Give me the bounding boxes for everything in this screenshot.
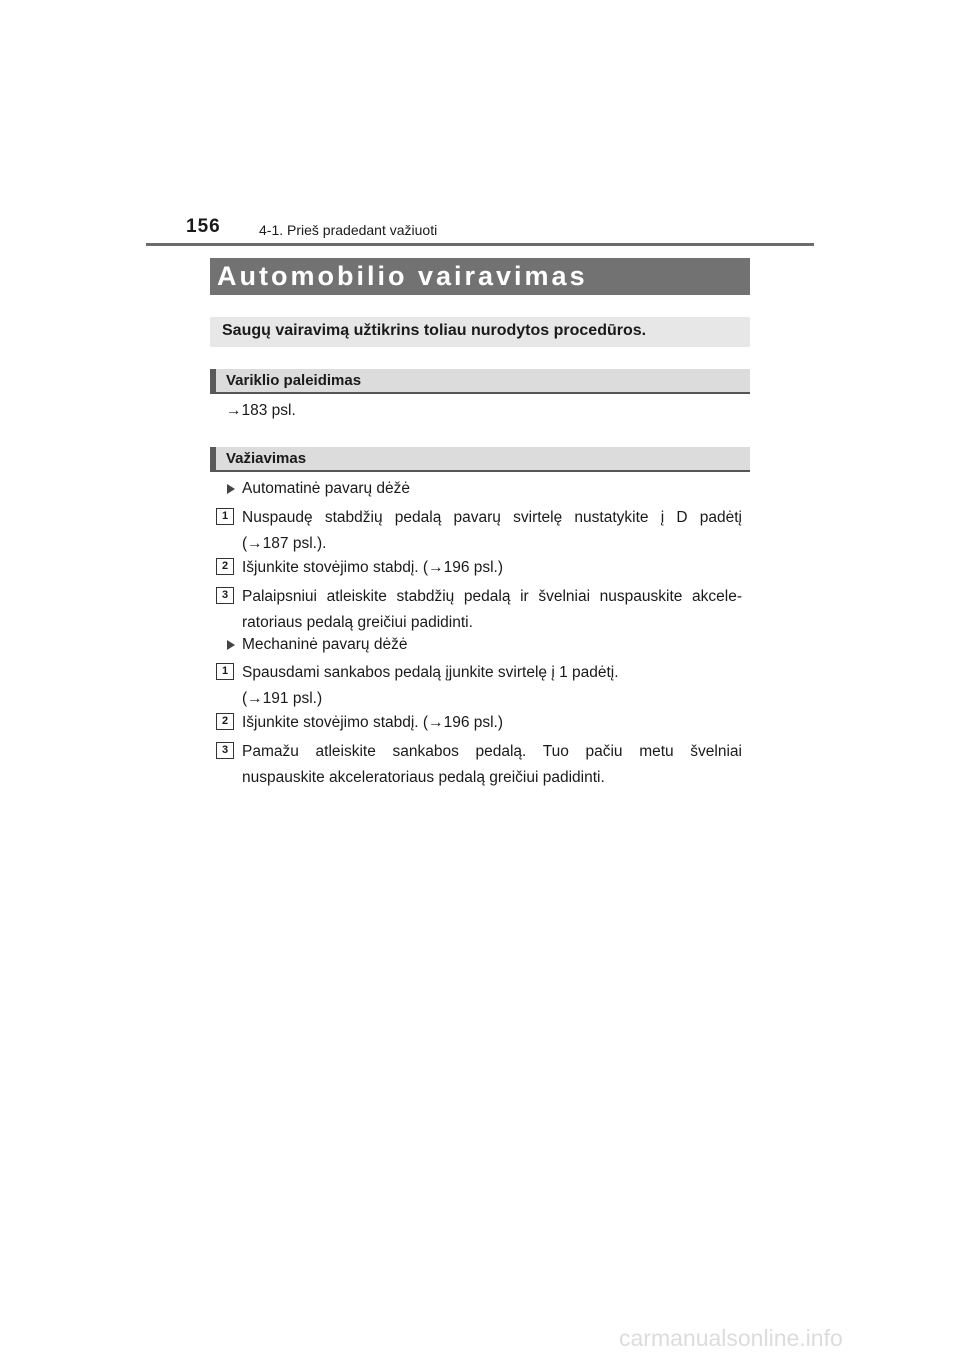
bullet-automatic-icon	[227, 484, 235, 494]
subhead-driving-label: Važiavimas	[226, 450, 307, 467]
intro-bar	[210, 317, 750, 347]
title-bar	[210, 258, 750, 295]
section-reference: 4-1. Prieš pradedant važiuoti	[259, 222, 438, 238]
engine-start-reference: →183 psl.	[226, 402, 296, 419]
subhead-driving	[210, 447, 750, 472]
subhead-engine-start-label: Variklio paleidimas	[226, 372, 362, 389]
page-number: 156	[186, 216, 221, 237]
step-box-auto-3: 3	[216, 587, 234, 604]
auto-step-1-line2: (→187 psl.).	[242, 535, 327, 552]
auto-step-3-line1: Palaipsniui atleiskite stabdžių pedalą ir švelniai nuspauskite akcele-	[242, 588, 742, 605]
manual-step-3-line1: Pamažu atleiskite sankabos pedalą. Tuo pačiu metu švelniai	[242, 743, 742, 760]
automatic-label: Automatinė pavarų dėžė	[242, 480, 411, 497]
auto-step-1-line1: Nuspaudę stabdžių pedalą pavarų svirtelę nustatykite į D padėtį	[242, 509, 742, 526]
step-box-manual-1: 1	[216, 663, 234, 680]
auto-step-2-line1: Išjunkite stovėjimo stabdį. (→196 psl.)	[242, 559, 504, 576]
auto-step-3-line2: ratoriaus pedalą greičiui padidinti.	[242, 614, 473, 631]
manual-step-1-line1: Spausdami sankabos pedalą įjunkite svirtelę į 1 padėtį.	[242, 664, 619, 681]
manual-step-1-line2: (→191 psl.)	[242, 690, 323, 707]
header-rule	[146, 243, 814, 246]
step-box-manual-2: 2	[216, 713, 234, 730]
step-box-auto-1: 1	[216, 508, 234, 525]
page-title: Automobilio vairavimas	[217, 261, 588, 291]
bullet-manual-icon	[227, 640, 235, 650]
manual-step-3-line2: nuspauskite akceleratoriaus pedalą greičiui padidinti.	[242, 769, 605, 786]
subhead-engine-start	[210, 369, 750, 394]
intro-text: Saugų vairavimą užtikrins toliau nurodytos procedūros.	[222, 322, 647, 339]
step-box-manual-3: 3	[216, 742, 234, 759]
footer-watermark: carmanualsonline.info	[619, 1325, 843, 1351]
step-box-auto-2: 2	[216, 558, 234, 575]
manual-label: Mechaninė pavarų dėžė	[242, 636, 408, 653]
manual-step-2-line1: Išjunkite stovėjimo stabdį. (→196 psl.)	[242, 714, 504, 731]
